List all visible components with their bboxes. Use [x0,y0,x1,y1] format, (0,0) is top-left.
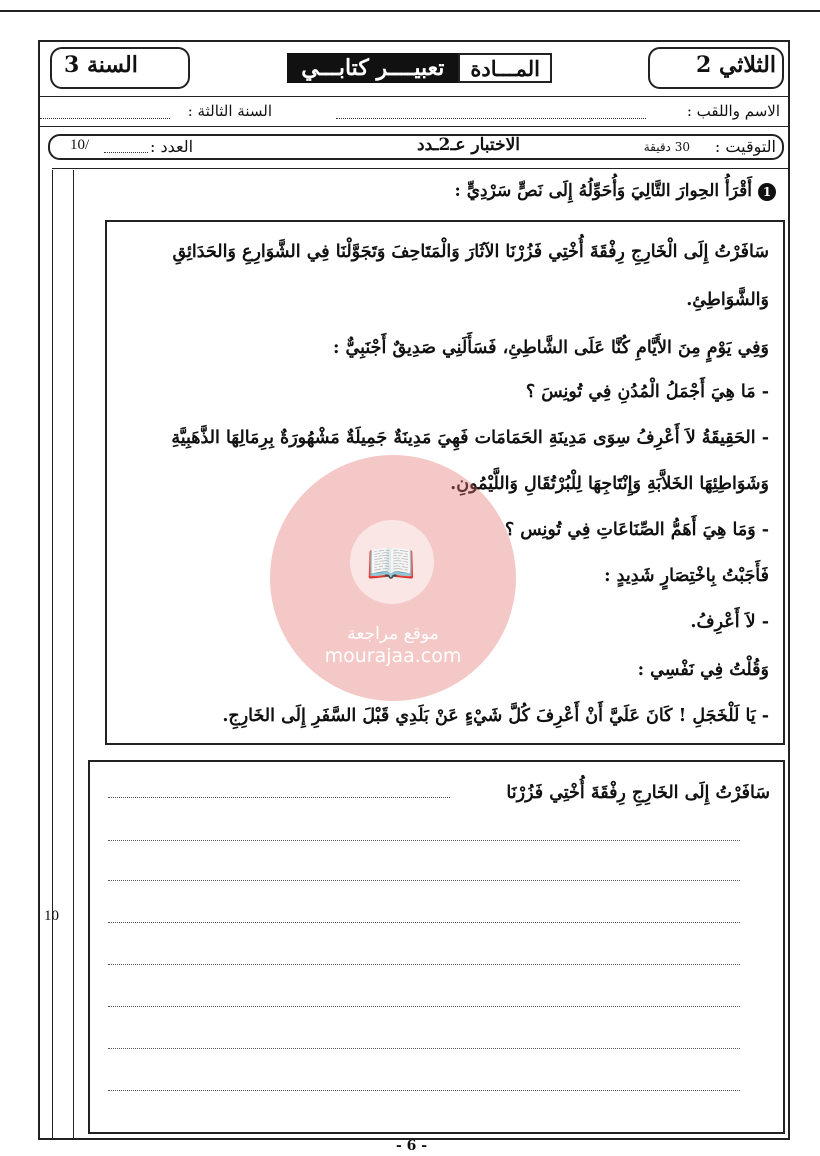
answer-line[interactable] [108,1090,740,1091]
passage-line: - وَمَا هِيَ أَهَمُّ الصِّنَاعَاتِ فِي تُونِس ؟ [504,520,769,540]
question-number: 1 [758,183,776,201]
question-text: أَقْرَأُ الحِوارَ التَّالِيَ وَأُحَوِّلُهُ إِلَى نَصٍّ سَرْدِيٍّ : [454,181,752,201]
answer-line[interactable] [108,1048,740,1049]
answer-line[interactable] [108,880,740,881]
timing-value: 30 دقيقة [643,140,690,154]
passage-line: - الحَقِيقَةُ لاَ أَعْرِفُ سِوَى مَدِينَةِ الحَمَامَات فَهِيَ مَدِينَةٌ جَمِيلَةٌ مَشْهُورَةٌ بِرِمَالِهَا الذَّهَبِيَّةِ [171,428,769,448]
watermark-arabic: موقع مراجعة [347,624,439,644]
page-number: - 6 - [396,1138,428,1154]
passage-line: وَالشَّوَاطِئِ. [686,290,769,310]
book-icon: 📖 [366,541,416,587]
answer-line[interactable] [108,797,450,798]
question-instruction [455,181,776,201]
header-divider [40,96,788,97]
answer-line[interactable] [108,840,740,841]
year-label: السنة الثالثة : [187,102,272,120]
passage-line: وَشَوَاطِئِهَا الخَلاَّبَةِ وَإِنْتَاجِهَا لِلْبُرْتُقَالِ وَاللَّيْمُونِ. [450,474,769,494]
year-dots [40,118,170,119]
subject-label: المـــادة [458,53,552,83]
level-title: السنة 3 [64,52,138,78]
answer-line[interactable] [108,964,740,965]
score-dots [104,152,148,153]
passage-line: فَأَجَبْتُ بِاخْتِصَارٍ شَدِيدٍ : [604,566,769,586]
passage-line: - يَا لَلْخَجَلِ ! كَانَ عَلَيَّ أَنْ أَعْرِفَ كُلَّ شَيْءٍ عَنْ بَلَدِي قَبْلَ السَّفَرِ إِلَى الخَارِجِ. [222,706,769,726]
name-dots [336,118,646,119]
test-title: الاختبار عـ2ـدد [417,135,520,155]
term-title: الثلاثي 2 [695,52,776,78]
subject-value: تعبيــــر كتابـــي [287,53,458,83]
timing-label: التوقيت : [714,137,776,156]
info-divider [52,168,788,169]
passage-line: وَقُلْتُ فِي نَفْسِي : [637,660,769,680]
passage-line: سَافَرْتُ إِلَى الْخَارِجِ رِفْقَةَ أُخْتِي فَزُرْنَا الآثَارَ وَالْمَتَاحِفَ وَتَجَوَّلْنَا فِي الشَّوَارِعِ وَالحَدَائِقِ [172,242,769,262]
name-divider [40,126,788,127]
passage-line: - لاَ أَعْرِفُ. [690,612,769,632]
score-total: 10/ [70,137,90,153]
passage-line: وَفِي يَوْمٍ مِنَ الأَيَّامِ كُنَّا عَلَى الشَّاطِئِ، فَسَأَلَنِي صَدِيقٌ أَجْنَبِيٌّ : [332,338,769,358]
watermark-latin: mourajaa.com [324,645,462,667]
subject-header [270,48,552,88]
name-label: الاسم واللقب : [686,102,780,120]
question-score: 10 [44,908,59,924]
score-label: العدد : [150,137,194,156]
top-rule [0,10,820,12]
score-column [52,170,74,1140]
answer-line[interactable] [108,1006,740,1007]
answer-area[interactable] [88,760,785,1134]
answer-line[interactable] [108,922,740,923]
passage-line: - مَا هِيَ أَجْمَلُ الْمُدُنِ فِي تُونِسَ ؟ [525,382,769,402]
answer-start-text: سَافَرْتُ إِلَى الخَارِجِ رِفْقَةَ أُخْتِي فَزُرْنَا [506,783,770,803]
